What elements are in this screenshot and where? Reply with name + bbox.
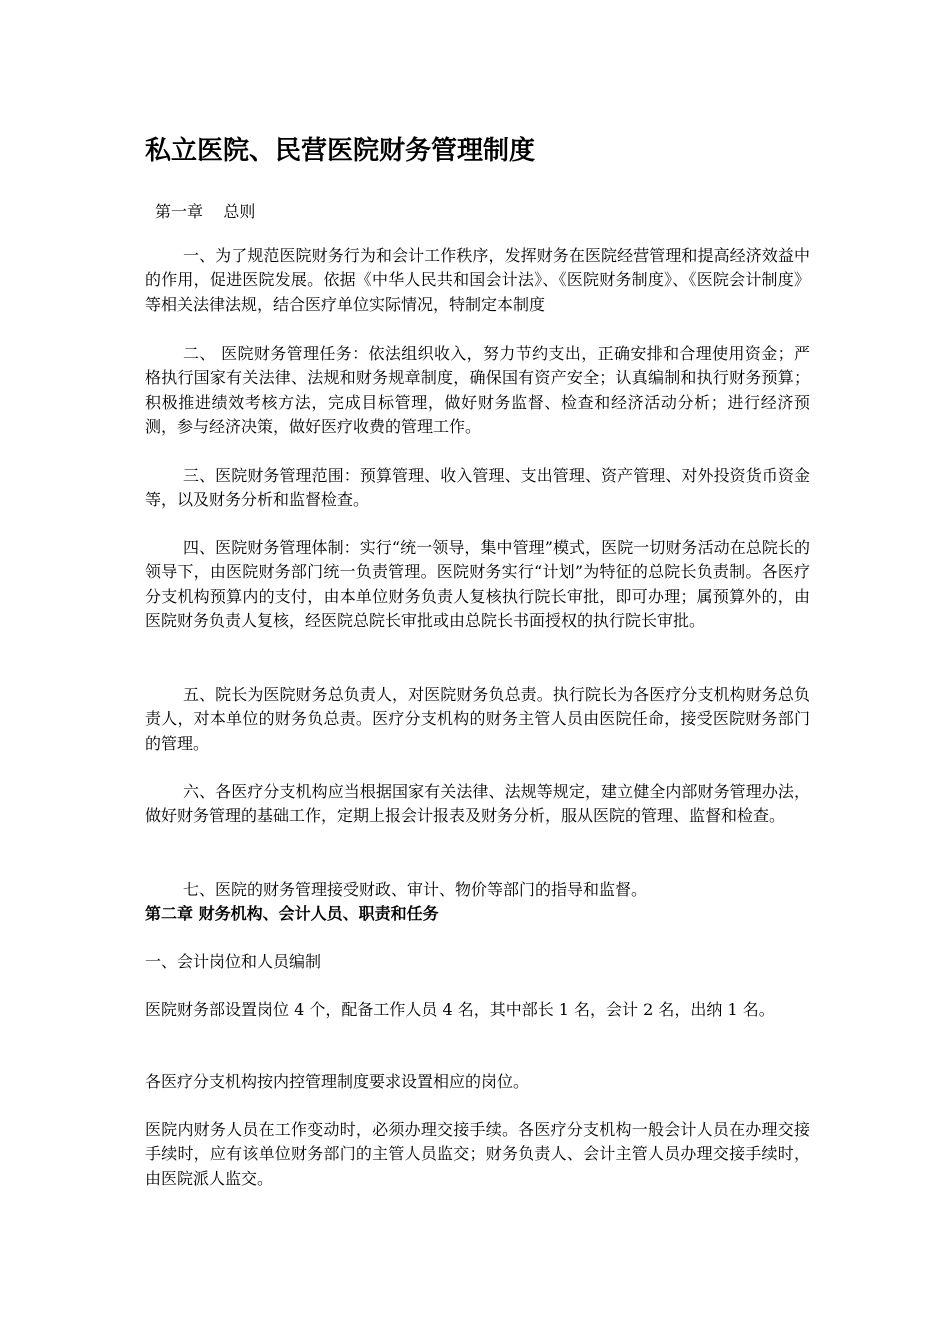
- chapter-1-paragraph-1: 一、为了规范医院财务行为和会计工作秩序，发挥财务在医院经营管理和提高经济效益中的作用，促进医院发展。依据《中华人民共和国会计法》、《医院财务制度》、《医院会计制度》等相关法律法规，结合医疗单位实际情况，特制定本制度: [145, 246, 810, 314]
- chapter-1-paragraph-2: 二、 医院财务管理任务：依法组织收入，努力节约支出，正确安排和合理使用资金；严格执行国家有关法律、法规和财务规章制度，确保国有资产安全；认真编制和执行财务预算；积极推进绩效考核方法，完成目标管理，做好财务监督、检查和经济活动分析；进行经济预测，参与经济决策，做好医疗收费的管理工作。: [145, 344, 810, 436]
- chapter-2-heading: 第二章 财务机构、会计人员、职责和任务: [145, 904, 439, 923]
- chapter-1-paragraph-6: 六、各医疗分支机构应当根据国家有关法律、法规等规定，建立健全内部财务管理办法，做好财务管理的基础工作，定期上报会计报表及财务分析，服从医院的管理、监督和检查。: [145, 782, 810, 826]
- chapter-2-paragraph-3: 医院内财务人员在工作变动时，必须办理交接手续。各医疗分支机构一般会计人员在办理交接手续时，应有该单位财务部门的主管人员监交；财务负责人、会计主管人员办理交接手续时，由医院派人监交。: [145, 1120, 810, 1188]
- chapter-1-heading: 第一章 总则: [155, 202, 256, 221]
- document-title: 私立医院、民营医院财务管理制度: [145, 136, 536, 166]
- chapter-1-paragraph-7: 七、医院的财务管理接受财政、审计、物价等部门的指导和监督。: [183, 880, 648, 899]
- chapter-1-paragraph-5: 五、院长为医院财务总负责人，对医院财务负总责。执行院长为各医疗分支机构财务总负责人，对本单位的财务负总责。医疗分支机构的财务主管人员由医院任命，接受医院财务部门的管理。: [145, 685, 810, 753]
- chapter-1-paragraph-3: 三、医院财务管理范围：预算管理、收入管理、支出管理、资产管理、对外投资货币资金等，以及财务分析和监督检查。: [145, 466, 810, 510]
- chapter-1-paragraph-4: 四、医院财务管理体制：实行“统一领导，集中管理”模式，医院一切财务活动在总院长的领导下，由医院财务部门统一负责管理。医院财务实行“计划”为特征的总院长负责制。各医疗分支机构预算内的支付，由本单位财务负责人复核执行院长审批，即可办理；属预算外的，由医院财务负责人复核，经医院总院长审批或由总院长书面授权的执行院长审批。: [145, 538, 810, 630]
- chapter-2-subheading: 一、会计岗位和人员编制: [145, 952, 322, 971]
- chapter-2-paragraph-2: 各医疗分支机构按内控管理制度要求设置相应的岗位。: [145, 1072, 530, 1091]
- chapter-2-paragraph-1: 医院财务部设置岗位 4 个，配备工作人员 4 名，其中部长 1 名，会计 2 名，出纳 1 名。: [145, 1000, 775, 1019]
